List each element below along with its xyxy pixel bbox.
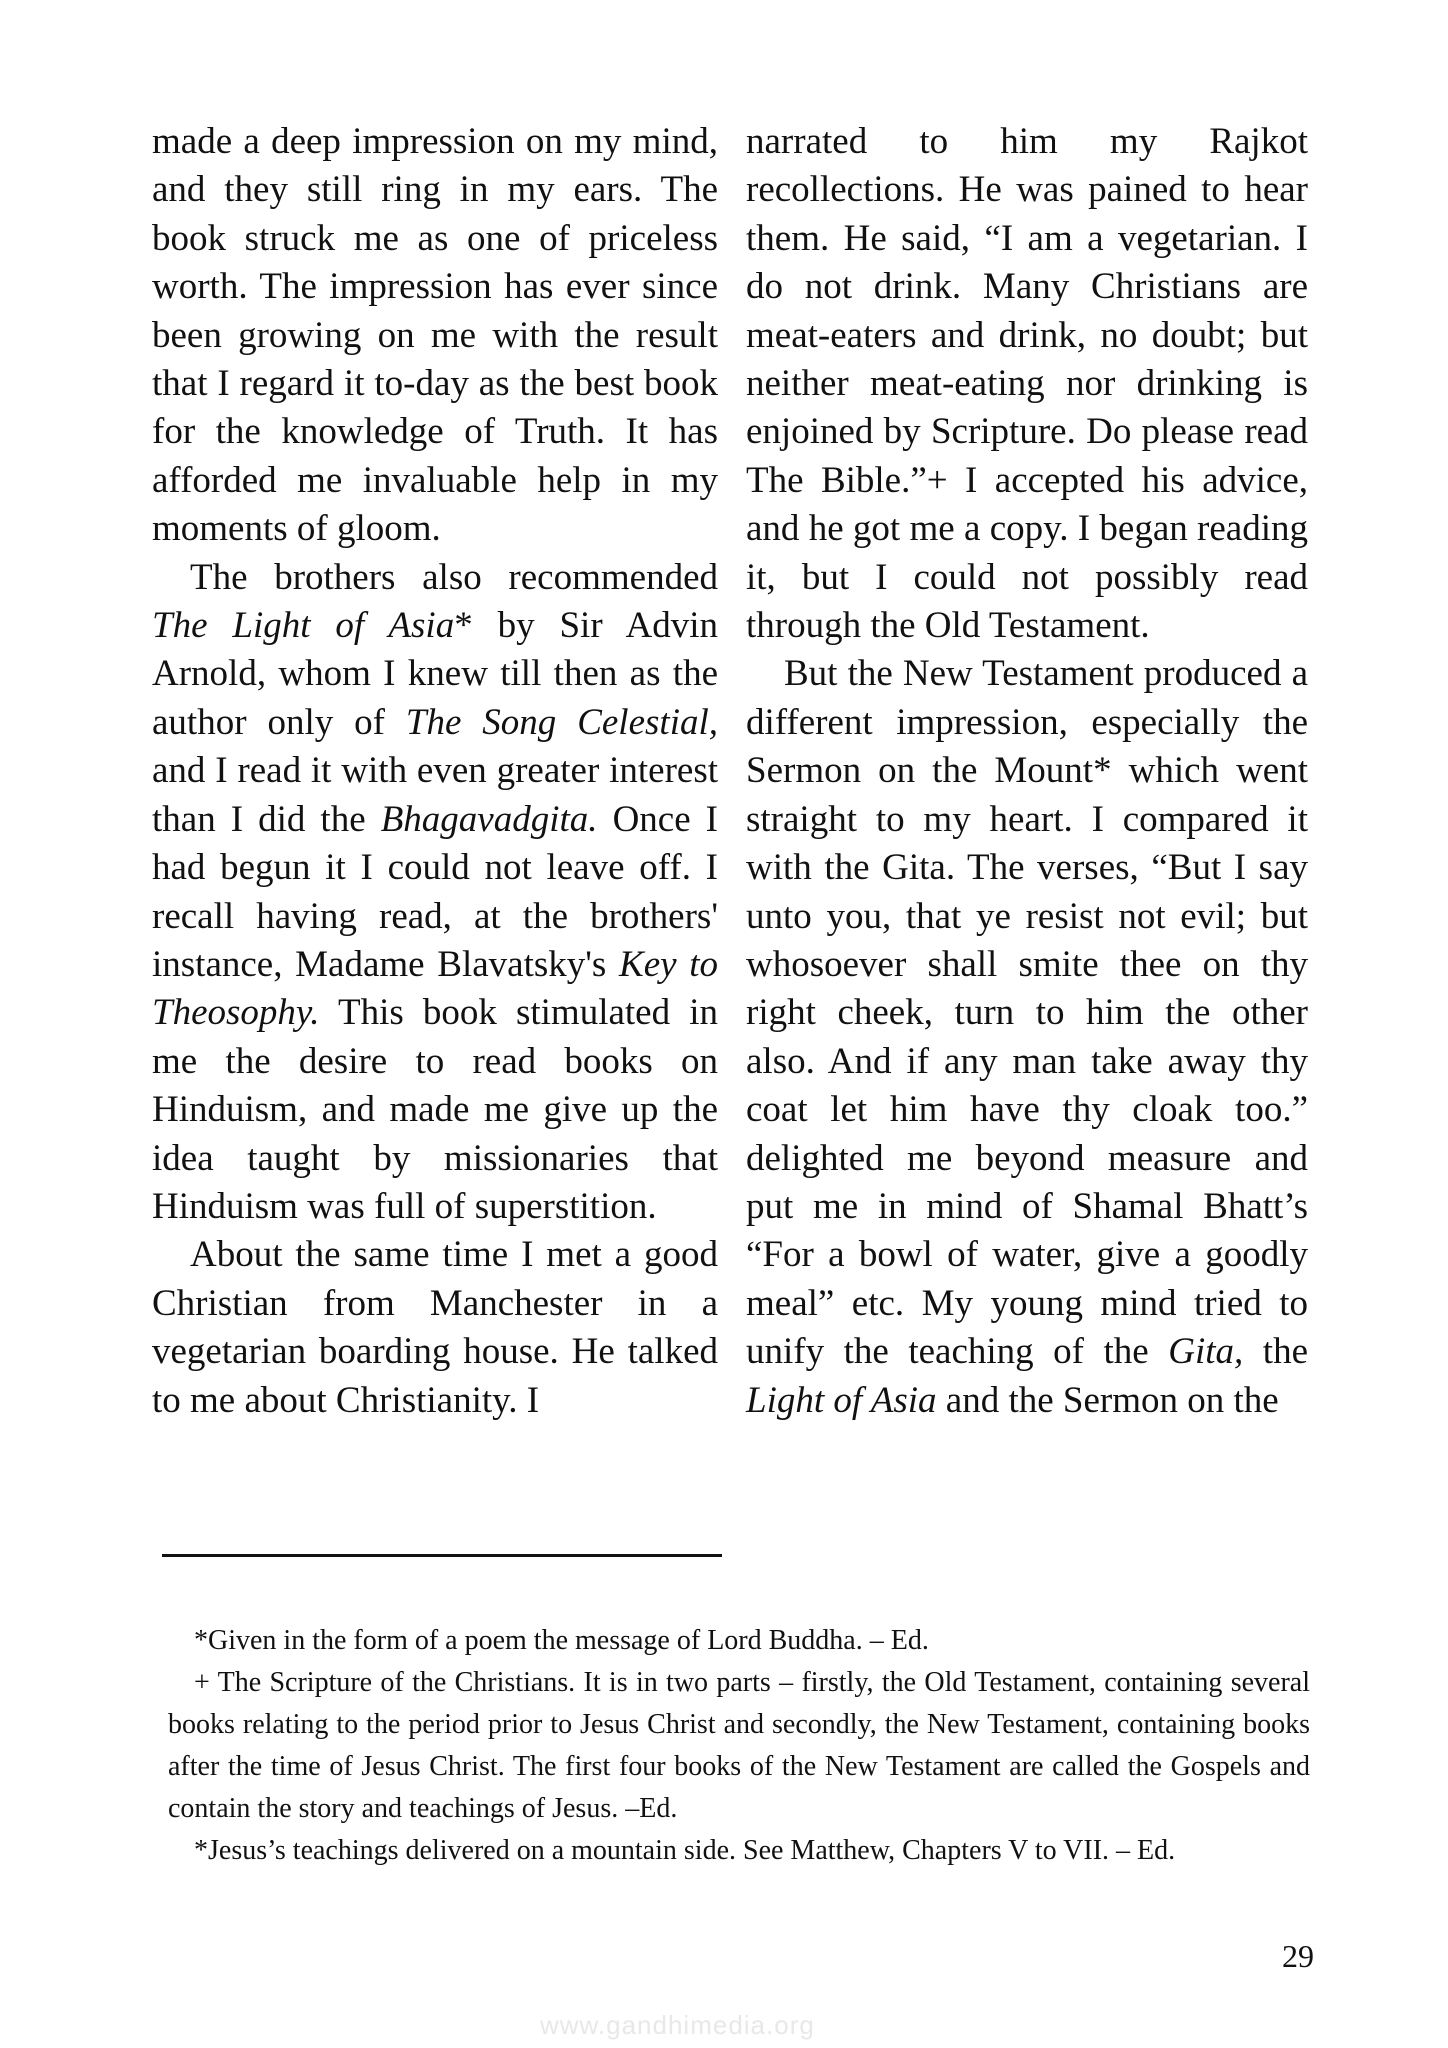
text-run: the <box>1243 1331 1309 1373</box>
left-text-column <box>152 118 718 1425</box>
book-title: The Song Celestial, <box>405 701 718 743</box>
text-run: and the Sermon on the <box>936 1379 1279 1421</box>
footnote-separator <box>162 1554 722 1557</box>
footnotes <box>168 1620 1310 1872</box>
page-number: 29 <box>1282 1938 1314 1974</box>
paragraph: About the same time I met a good Christian from Manchester in a vegetarian boarding house. He talked to me about Christianity. I <box>152 1234 718 1421</box>
watermark: www.gandhimedia.org <box>540 2010 815 2040</box>
text-run: Once I had begun it I could not leave off. I recall having read, at the brothers' instance, Madame Blavatsky's <box>152 798 719 985</box>
text-run: * by Sir Advin Arnold, whom I knew till then as the author only of <box>152 605 719 743</box>
book-title: Gita, <box>1168 1331 1244 1373</box>
paragraph <box>152 554 718 1232</box>
text-run: and I read it with even greater interest than I did the <box>152 750 718 840</box>
book-title: The Light of Asia <box>152 605 455 647</box>
book-title: Key to Theosophy. <box>152 943 718 1034</box>
text-run: The brothers also recommended <box>190 556 718 598</box>
footnote: + The Scripture of the Christians. It is in two parts – firstly, the Old Testament, containing several books relating to the period prior to Jesus Christ and secondly, the New Testament, containing books after the time of Jesus Christ. The first four books of the New Testament are called the Gospels and contain the story and teachings of Jesus. –Ed. <box>168 1667 1310 1824</box>
paragraph <box>746 650 1308 1425</box>
text-run: But the New Testament produced a different impression, especially the Sermon on the Mount* which went straight to my heart. I compared it with the Gita. The verses, “But I say unto you, that ye resist not evil; but whosoever shall smite thee on thy right cheek, turn to him the other also. And if any man take away thy coat let him have thy cloak too.” delighted me beyond measure and put me in mind of Shamal Bhatt’s “For a bowl of water, give a goodly meal” etc. My young mind tried to unify the teaching of the <box>746 653 1308 1373</box>
footnote: *Given in the form of a poem the message of Lord Buddha. – Ed. <box>194 1625 929 1656</box>
book-title: Bhagavadgita. <box>380 798 598 840</box>
footnote: *Jesus’s teachings delivered on a mountain side. See Matthew, Chapters V to VII. – Ed. <box>194 1835 1176 1866</box>
text-run: This book stimulated in me the desire to read books on Hinduism, and made me give up the idea taught by missionaries that Hinduism was full of superstition. <box>152 992 718 1227</box>
right-text-column <box>746 118 1308 1425</box>
book-title: Light of Asia <box>746 1379 937 1421</box>
paragraph: narrated to him my Rajkot recollections. He was pained to hear them. He said, “I am a vegetarian. I do not drink. Many Christians are meat-eaters and drink, no doubt; but neither meat-eating nor drinking is enjoined by Scripture. Do please read The Bible.”+ I accepted his advice, and he got me a copy. I began reading it, but I could not possibly read through the Old Testament. <box>746 121 1308 647</box>
paragraph: made a deep impression on my mind, and they still ring in my ears. The book struck me as one of priceless worth. The impression has ever since been growing on me with the result that I regard it to-day as the best book for the knowledge of Truth. It has afforded me invaluable help in my moments of gloom. <box>152 121 718 550</box>
